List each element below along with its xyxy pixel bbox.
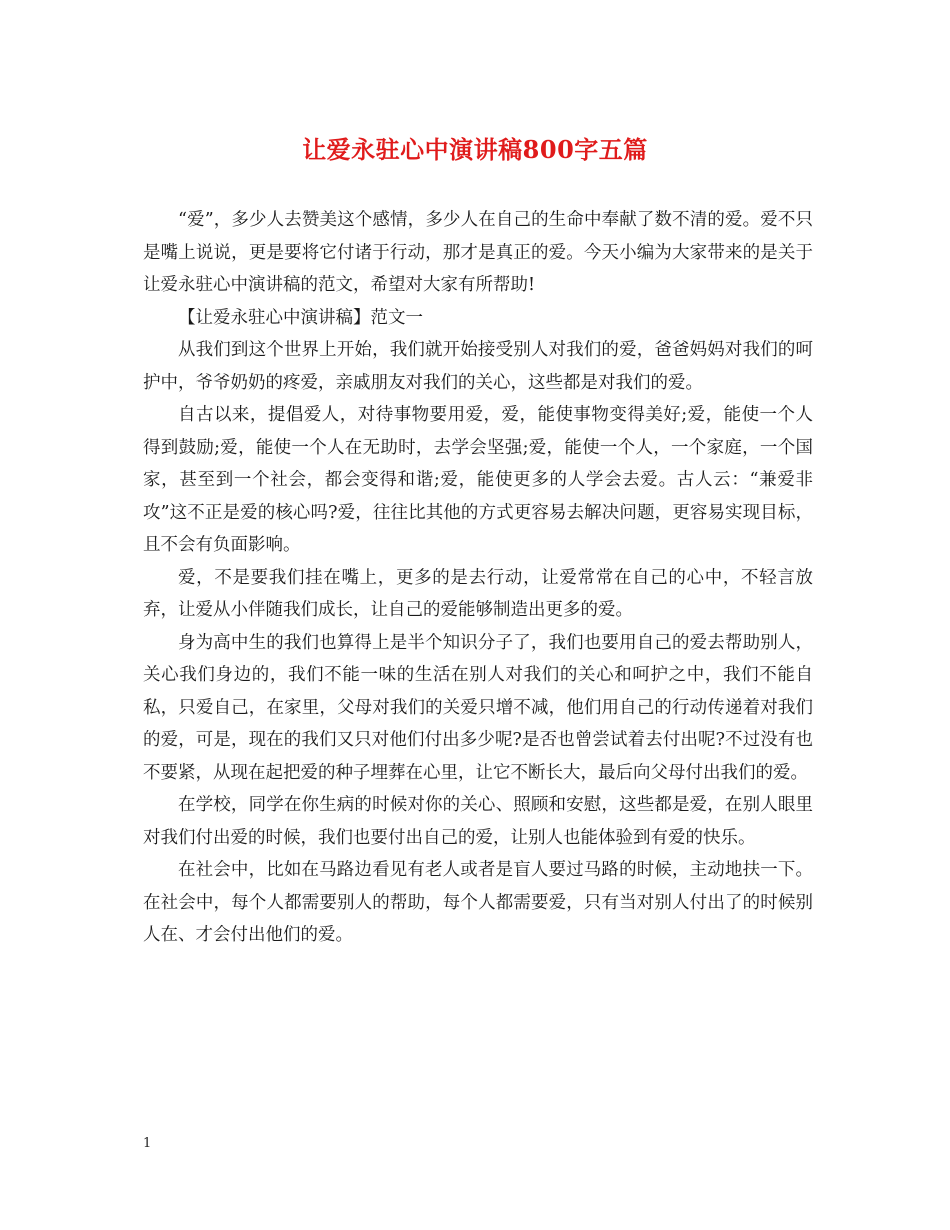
- paragraph: 在社会中，比如在马路边看见有老人或者是盲人要过马路的时候，主动地扶一下。在社会中，每个人都需要别人的帮助，每个人都需要爱，只有当对别人付出了的时候别人在、才会付出他们的爱。: [143, 860, 813, 945]
- paragraph: 从我们到这个世界上开始，我们就开始接受别人对我们的爱，爸爸妈妈对我们的呵护中，爷爷奶奶的疼爱，亲戚朋友对我们的关心，这些都是对我们的爱。: [143, 340, 813, 393]
- paragraph: 在学校，同学在你生病的时候对你的关心、照顾和安慰，这些都是爱，在别人眼里对我们付出爱的时候，我们也要付出自己的爱，让别人也能体验到有爱的快乐。: [143, 795, 813, 848]
- paragraph: 身为高中生的我们也算得上是半个知识分子了，我们也要用自己的爱去帮助别人，关心我们身边的，我们不能一味的生活在别人对我们的关心和呵护之中，我们不能自私，只爱自己，在家里，父母对我们的关爱只增不减，他们用自己的行动传递着对我们的爱，可是，现在的我们又只对他们付出多少呢?是否也曾尝试着去付出呢?不过没有也不要紧，从现在起把爱的种子埋葬在心里，让它不断长大，最后向父母付出我们的爱。: [143, 632, 813, 783]
- paragraph: 自古以来，提倡爱人，对待事物要用爱，爱，能使事物变得美好;爱，能使一个人得到鼓励;爱，能使一个人在无助时，去学会坚强;爱，能使一个人，一个家庭，一个国家，甚至到一个社会，都会变得和谐;爱，能使更多的人学会去爱。古人云：“兼爱非攻”这不正是爱的核心吗?爱，往往比其他的方式更容易去解决问题，更容易实现目标，且不会有负面影响。: [143, 405, 813, 555]
- page-number: 1: [143, 1136, 152, 1151]
- document-title: 让爱永驻心中演讲稿800字五篇: [302, 135, 648, 164]
- paragraph: 爱，不是要我们挂在嘴上，更多的是去行动，让爱常常在自己的心中，不轻言放弃，让爱从小伴随我们成长，让自己的爱能够制造出更多的爱。: [143, 567, 813, 620]
- section-heading: 【让爱永驻心中演讲稿】范文一: [178, 307, 423, 328]
- document-body: [143, 204, 813, 952]
- paragraph-intro: “爱”，多少人去赞美这个感情，多少人在自己的生命中奉献了数不清的爱。爱不只是嘴上说说，更是要将它付诸于行动，那才是真正的爱。今天小编为大家带来的是关于让爱永驻心中演讲稿的范文，希望对大家有所帮助!: [143, 210, 813, 295]
